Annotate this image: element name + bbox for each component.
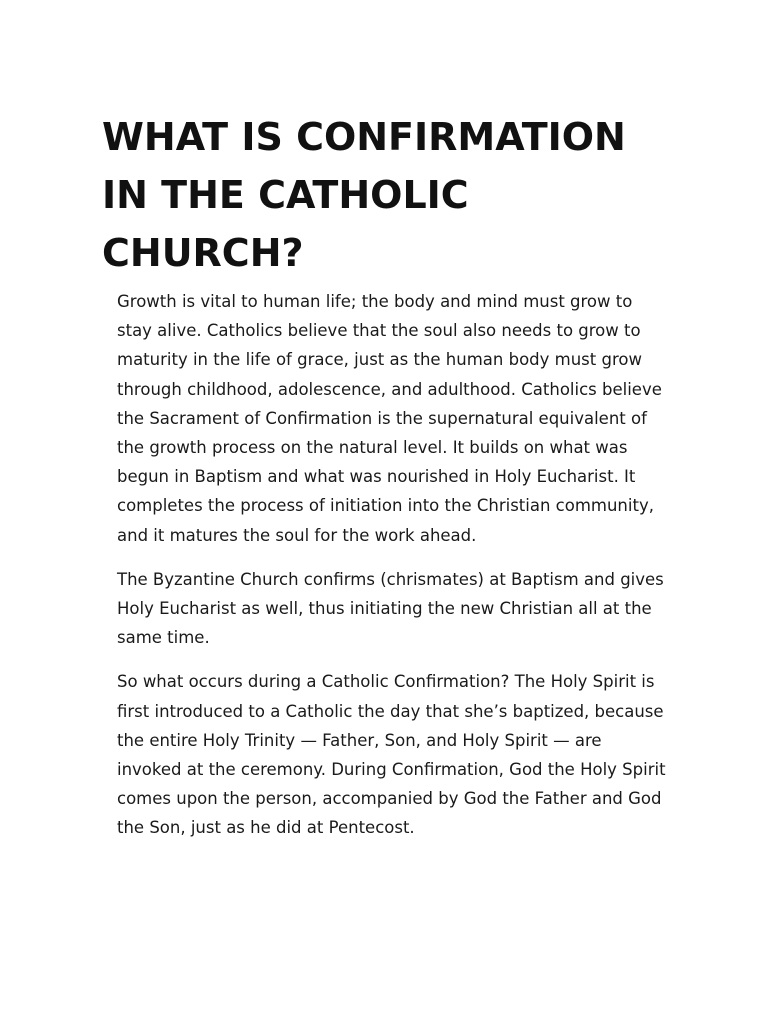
- paragraph: The Byzantine Church confirms (chrismates) at Baptism and gives Holy Eucharist as well, thus initiating the new Christian all at the same time.: [117, 569, 664, 648]
- paragraph: Growth is vital to human life; the body and mind must grow to stay alive. Catholics believe that the soul also needs to grow to maturity in the life of grace, just as the human body must grow through childhood, adolescence, and adulthood. Catholics believe the Sacrament of Confirmation is the supernatural equivalent of the growth process on the natural level. It builds on what was begun in Baptism and what was nourished in Holy Eucharist. It completes the process of initiation into the Christian community, and it matures the soul for the work ahead.: [117, 292, 662, 545]
- article-body: [117, 287, 669, 858]
- paragraph: So what occurs during a Catholic Confirmation? The Holy Spirit is first introduced to a Catholic the day that she’s baptized, because the entire Holy Trinity — Father, Son, and Holy Spirit — are invoked at the ceremony. During Confirmation, God the Holy Spirit comes upon the person, accompanied by God the Father and God the Son, just as he did at Pentecost.: [117, 672, 666, 838]
- page-title: WHAT IS CONFIRMATION IN THE CATHOLIC CHURCH?: [102, 115, 626, 275]
